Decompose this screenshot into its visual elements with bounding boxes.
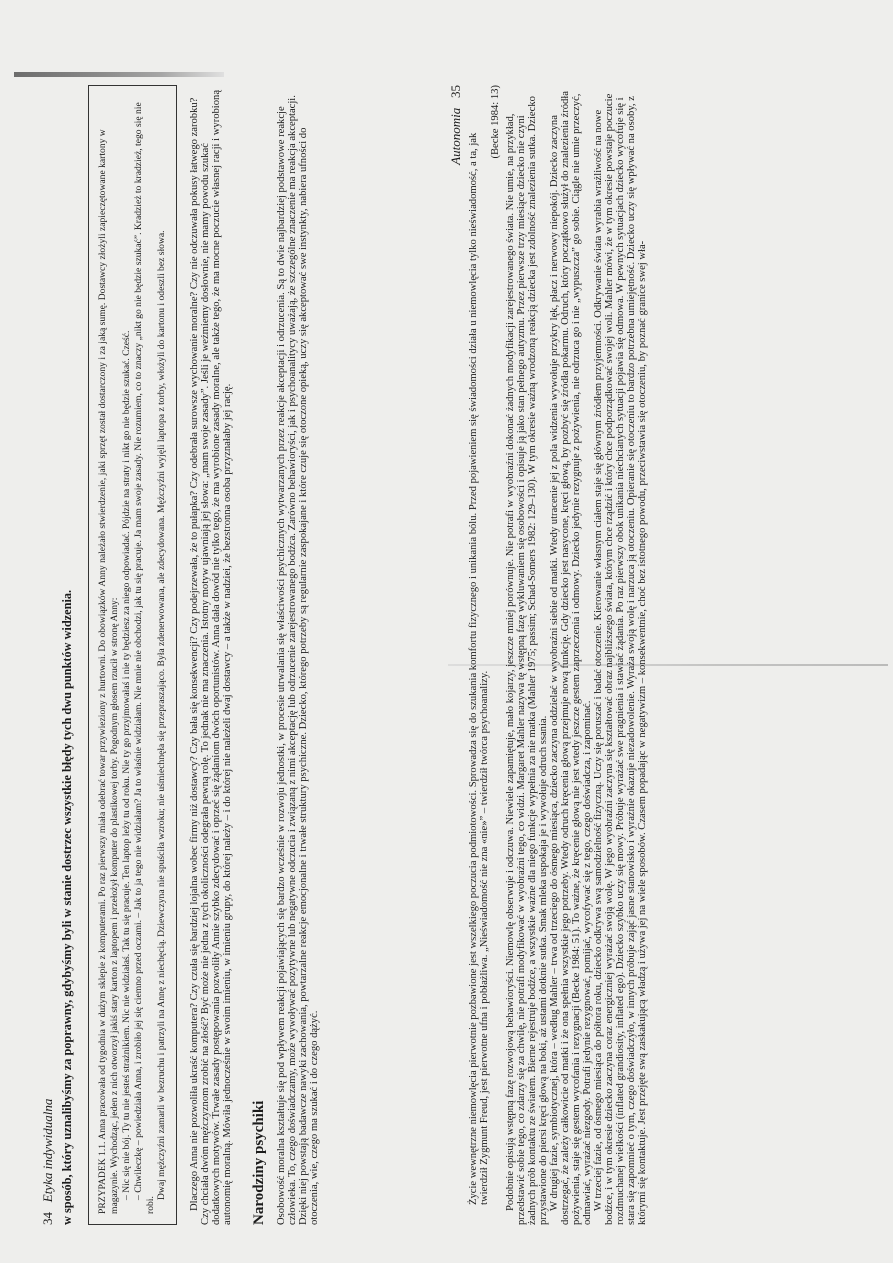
scan-artifact-streak [14,72,224,77]
right-running-title: Autonomia [448,107,463,165]
left-paragraph-2: Osobowość moralna kształtuje się pod wpływem reakcji pojawiających się bardzo wcześnie w rozwoju jednostki, w procesie utrwalania się właściwości psychicznych wytwarzanych przez reakcje akceptacji i odrzucenia. Są to dwie najbardziej podstawowe reakcje człowieka. To, czego doświadczamy, może wywoływać pozytywne lub negatywne odczucia i związaną z nimi akceptację lub odrzucenie zarejestrowanego bodźca. Zarówno behawioryści, jak i psychoanalitycy uważają, że szczególne znaczenie ma reakcja akceptacji. Dzięki niej powstają badawcze nawyki zachowania, powtarzalne reakcje emocjonalne i trwałe struktury psychiczne. Dziecko, którego potrzeby są regularnie zaspokajane i które czuje się otoczone opieką, uczy się akceptować swe instynkty, nabiera ufności do otoczenia, wie, czego ma szukać i do czego dążyć. [276,95,321,1225]
right-page-number: 35 [448,85,463,98]
case-p4: Dwaj mężczyźni zamarli w bezruchu i patrzyli na Annę z niechęcią. Dziewczyna nie spuściła wzroku; nie uśmiechnęła się przepraszająco. Była zdenerwowana, ale zdecydowana. Mężczyźni wyjęli laptopa z torby, włożyli do kartonu i odeszli bez słowa. [156,230,168,1200]
case-box [88,85,177,1225]
right-running-head [448,85,468,1225]
left-page-number: 34 [40,1212,55,1225]
left-paragraph-1: Dlaczego Anna nie pozwoliła ukraść komputera? Czy czuła się bardziej lojalna wobec firmy niż dostawcy? Czy bała się konsekwencji? Czy podejrzewała, że to pułapka? Czy odebrała surowsze wychowanie moralne? Czy nie odczuwała pokusy łatwego zarobku? Czy chciała dwóm mężczyznom zrobić na złość? Być może nie jedna z tych okoliczności odegrała pewną rolę. To jednak nie ma znaczenia. Istotny motyw ujawniają jej słowa: „mam swoje zasady”. Jeśli je weźmiemy dosłownie, nie mamy powodu szukać dodatkowych motywów. Trwałe zasady postępowania pozwoliły Annie szybko zdecydować i oprzeć się żądaniom dwóch oportunistów. Anna dała dowód nie tylko tego, że ma wyrobione zasady moralne, ale także tego, że ma mocne poczucie własnej racji i wyrobioną autonomię moralną. Mówiła jednocześnie w swoim imieniu, w imieniu grupy, do której należy – i do której nie należeli dwaj dostawcy – a także w nadziei, że bezstronna osoba przyznałaby jej rację. [189,89,234,1225]
case-p2: – Nic się nie bój. Ty tu nie jesteś strażnikiem. Nic nie widziałaś. Tak tu się pracuje. Ten laptop leży tu od roku. Nie ty go przyjmowałaś i nie ty będziesz za niego odpowiadać. Pójdzie na straty i nikt go nie będzie szukać. Cześć. [120,330,132,1200]
left-running-title: Etyka indywidualna [40,1098,55,1203]
case-p3: – Chwileczkę – powiedziała Anna, i zrobiło jej się ciemno przed oczami. – Jak to ja tego nie widziałam? Ja to właśnie widziałam. Nie mnie nie obchodzi, jak tu się pracuje. Ja mam swoje zasady. Nie rozumiem, co to znaczy „nikt go nie będzie szukać”. Kradzież to kradzież, tego się nie robi. [132,102,156,1214]
right-paragraph-2: W drugiej fazie, symbiotycznej, która – według Mahler – trwa od trzeciego do ósmego miesiąca, dziecko zaczyna oddzielać w wyobraźni siebie od matki. Wtedy utracenie jej z pola widzenia wywołuje przykry lęk, płacz i nerwowy niepokój. Dziecko zaczyna dostrzegać, że zależy całkowicie od matki i że ona spełnia wszystkie jego potrzeby. Wtedy odruch kręcenia głową przejmuje nową funkcję. Gdy dziecko jest nasycone, kręci głową, by pozbyć się źródła pokarmu. Odruch, który początkowo służył do znalezienia źródła pożywienia, staje się gestem wycofania i rezygnacji (Becke 1984: 51). To ważne, że kręcenie głową nie jest wtedy jeszcze gestem zaprzeczenia i odmowy. Dziecko jedynie rezygnuje z pożywienia, nie odrzuca go i nie „wypuszcza” go sobie. Ciągle nie umie przeczyć, odmawiać, wyrażać niezgody. Potrafi jedynie rezygnować, pomijać, wycofywać się z tego, czego doświadcza, i zapominać. [549,91,593,1225]
right-paragraph-1: Podobnie opisują wstępną fazę rozwojową behawioryści. Niemowlę obserwuje i odczuwa. Niewiele zapamiętuje, mało kojarzy, jeszcze mniej porównuje. Nie potrafi w wyobraźni dokonać żadnych modyfikacji zarejestrowanego świata. Nie umie, na przykład, przedstawić sobie tego, co zdarzy się za chwilę, nie potrafi modyfikować w wyobraźni tego, co widzi. Margaret Mahler nazywa tę wstępną fazę wykluwaniem się osobowości i opisuje ją jako stan pełnego autyzmu. Przez pierwsze trzy miesiące dziecko nie czyni żadnych prób kontaktu ze światem. Bierne rejestruje bodźce, a wszystkie ważne dla niego funkcje wypełnia za nie matka (Mahler 1975; passim; Schad-Somers 1982: 129–130). W tym okresie ważną wrodzoną reakcją dziecka jest zdolność znalezienia sutka. Dziecko przystawione do piersi kręci głową na boki, aż ustami dotknie sutka. Smak mleka uspokaja je i wywołuje odruch ssania. [505,96,549,1225]
quote-citation: (Becke 1984: 13) [490,85,501,159]
left-page [40,85,450,1225]
right-paragraph-3: W trzeciej fazie, od ósmego miesiąca do półtora roku, dziecko odkrywa swą samodzielność fizyczną. Uczy się poruszać i badać otoczenie. Kierowanie własnym ciałem staje się głównym źródłem przyjemności. Odkrywanie świata wyrabia wrażliwość na nowe bodźce, i w tym okresie dziecko zaczyna coraz energiczniej wyrażać swoją wolę. W jego wyobraźni zaczyna się kształtować obraz najbliższego świata, którym chce rządzić i który chce podporządkować swojej woli. Mahler mówi, że w tym okresie powstaje poczucie rozdmuchanej wielkości (inflated grandiosity, inflated ego). Dziecko szybko uczy się mowy. Próbuje wyrażać swe pragnienia i stawiać żądania. Po raz pierwszy obok unikania niechcianych sytuacji pojawia się odmowa. W pewnych sytuacjach dziecko wycofuje się i stara się zapomnieć o tym, czego doświadczyło, w innych próbuje zająć jasne stanowisko i wyraźnie okazuje niezadowolenie. Wyraża swoją wolę i narzuca ją otoczeniu. Opieranie się otoczeniu to bardzo potrzebna umiejętność. Dziecko uczy się wpływać na osoby, z którymi się kontaktuje. Jest przejęte swą zaskakującą władzą i używa jej na wiele sposobów. Czasem popadając w negatywizm – konsekwentnie, choć bez istotnego powodu, przeciwstawia się otoczeniu, by poznać granice swej wła- [593,93,648,1225]
right-page [448,85,868,1225]
section-heading: Narodziny psychiki [251,1100,268,1225]
quote-block: Życie wewnętrzne niemowlęcia pierwotnie pozbawione jest wszelkiego poczucia podmiotowości. Sprowadza się do szukania komfortu fizycznego i unikania bólu. Przed pojawieniem się świadomości działa u niemowlęcia tylko nieświadomość, a ta, jak twierdził Zygmunt Freud, jest pierwotne ufna i pobłażliwa. „Nieświadomość nie zna «nie»” – twierdził twórca psychoanalizy. [468,132,490,1205]
intro-paragraph: w sposób, który uznalibyśmy za poprawny, gdybyśmy byli w stanie dostrzec wszystkie błędy tych dwu punktów widzenia. [60,589,74,1225]
case-p1: PRZYPADEK 1.1. Anna pracowała od tygodnia w dużym sklepie z komputerami. Po raz pierwszy miała odebrać towar przywieziony z hurtowni. Do obowiązków Anny należało stwierdzenie, jaki sprzęt został dostarczony i za jaką sumę. Dostawcy złożyli zapieczętowane kartony w magazynie. Wychodząc, jeden z nich otworzył jakiś stary karton z laptopem i przełożył komputer do plastikowej torby. Pogodnym głosem rzucił w stronę Anny: [96,129,120,1214]
left-running-head [40,85,60,1225]
